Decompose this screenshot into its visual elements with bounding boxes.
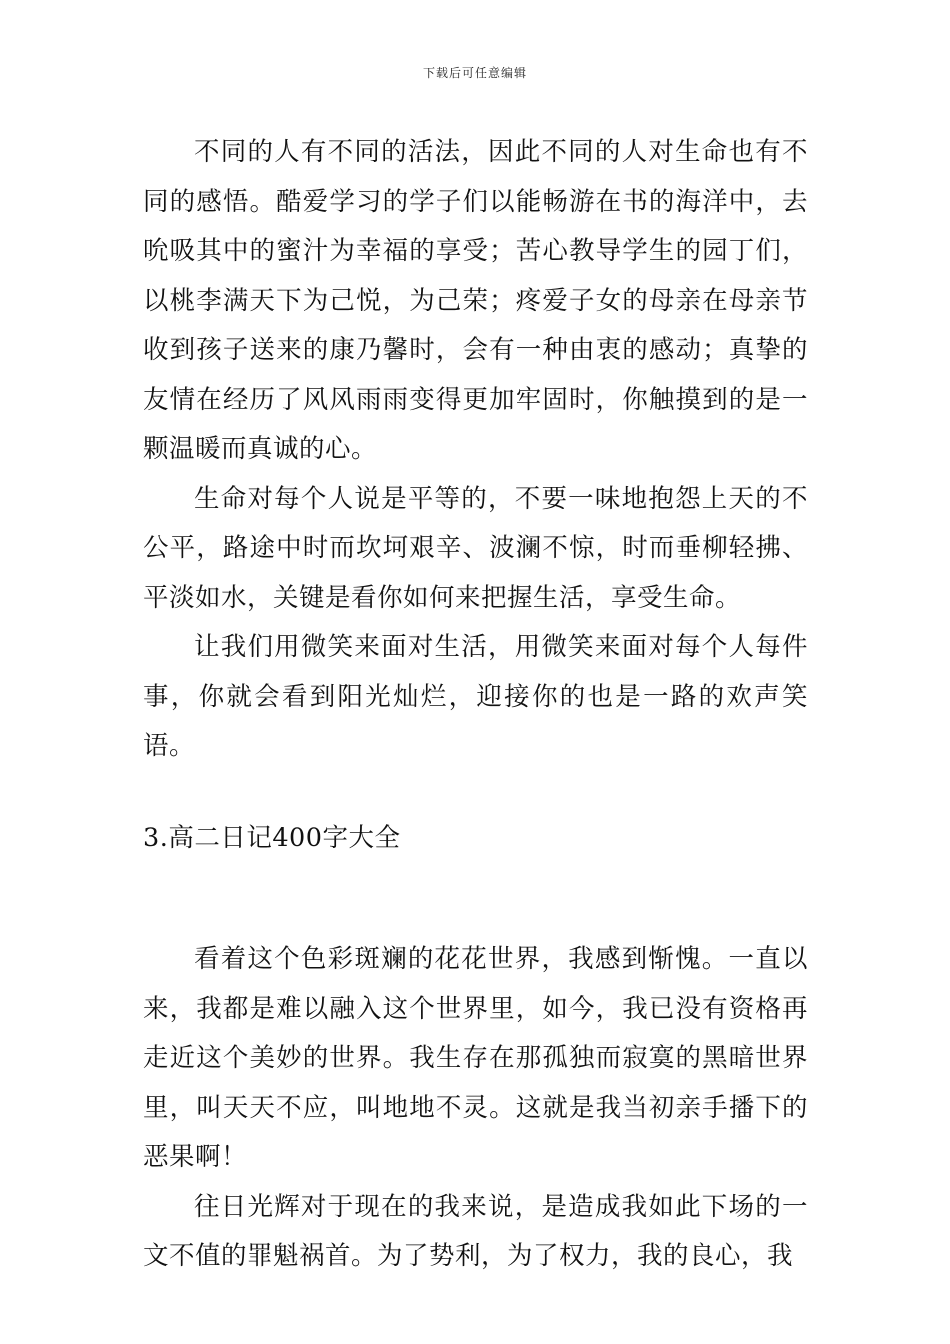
paragraph: 生命对每个人说是平等的，不要一味地抱怨上天的不公平，路途中时而坎坷艰辛、波澜不惊，时而垂柳轻拂、平淡如水，关键是看你如何来把握生活，享受生命。	[143, 483, 808, 613]
spacer	[143, 863, 808, 935]
spacer	[143, 772, 808, 814]
page-header-note: 下载后可任意编辑	[422, 66, 527, 80]
paragraph: 往日光辉对于现在的我来说，是造成我如此下场的一文不值的罪魁祸首。为了势利，为了权力，我的良心，我	[143, 1191, 808, 1271]
paragraph: 让我们用微笑来面对生活，用微笑来面对每个人每件事，你就会看到阳光灿烂，迎接你的也是一路的欢声笑语。	[143, 632, 808, 761]
paragraph: 看着这个色彩斑斓的花花世界，我感到惭愧。一直以来，我都是难以融入这个世界里，如今，我已没有资格再走近这个美妙的世界。我生存在那孤独而寂寞的黑暗世界里，叫天天不应，叫地地不灵。这就是我当初亲手播下的恶果啊！	[143, 944, 808, 1172]
document-body	[143, 128, 808, 1282]
paragraph: 不同的人有不同的活法，因此不同的人对生命也有不同的感悟。酷爱学习的学子们以能畅游在书的海洋中，去吮吸其中的蜜汁为幸福的享受；苦心教导学生的园丁们，以桃李满天下为己悦，为己荣；疼爱子女的母亲在母亲节收到孩子送来的康乃馨时，会有一种由衷的感动；真挚的友情在经历了风风雨雨变得更加牢固时，你触摸到的是一颗温暖而真诚的心。	[143, 137, 808, 464]
section-heading: 3.高二日记400字大全	[143, 822, 401, 853]
